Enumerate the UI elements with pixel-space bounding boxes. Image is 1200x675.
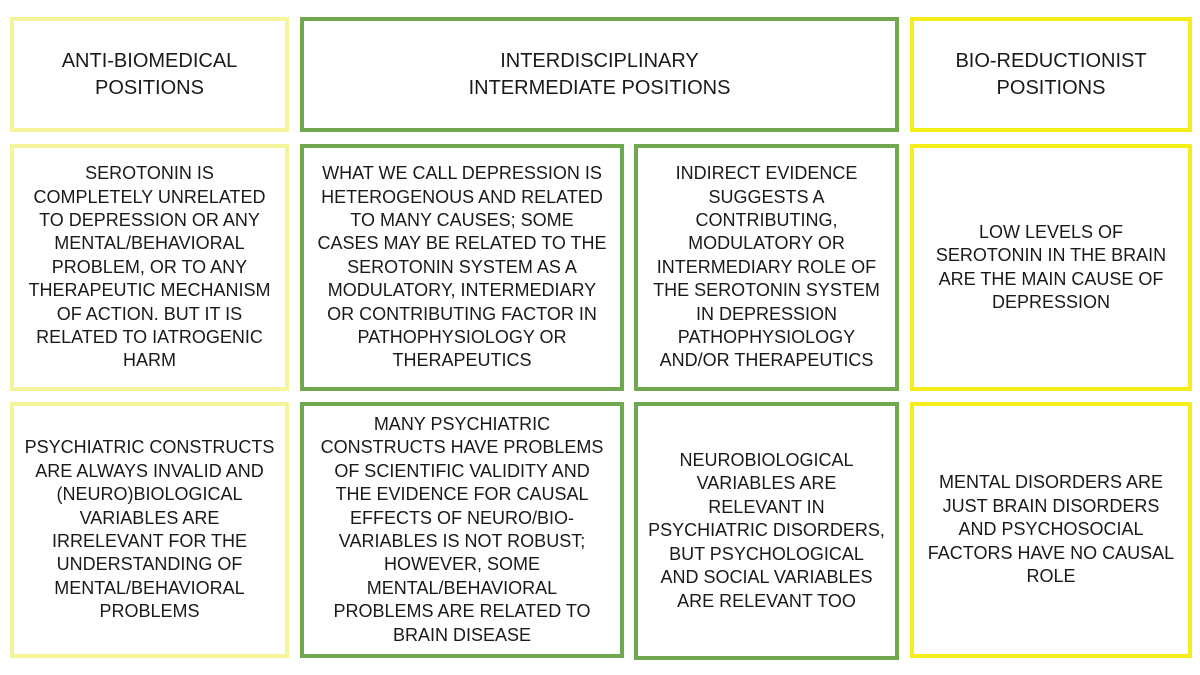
row1-bio-reductionist: LOW LEVELS OF SEROTONIN IN THE BRAIN ARE THE MAIN CAUSE OF DEPRESSION (910, 144, 1192, 391)
row2-bio-reductionist: MENTAL DISORDERS ARE JUST BRAIN DISORDERS AND PSYCHOSOCIAL FACTORS HAVE NO CAUSAL ROLE (910, 402, 1192, 658)
header-anti-biomedical: ANTI-BIOMEDICAL POSITIONS (10, 17, 289, 132)
row1-interdisciplinary-left: WHAT WE CALL DEPRESSION IS HETEROGENOUS AND RELATED TO MANY CAUSES; SOME CASES MAY BE RELATED TO THE SEROTONIN SYSTEM AS A MODULATORY, INTERMEDIARY OR CONTRIBUTING FACTOR IN PATHOPHYSIOLOGY OR THERAPEUTICS (300, 144, 624, 391)
row2-interdisciplinary-right: NEUROBIOLOGICAL VARIABLES ARE RELEVANT IN PSYCHIATRIC DISORDERS, BUT PSYCHOLOGICAL AND SOCIAL VARIABLES ARE RELEVANT TOO (634, 402, 899, 660)
row1-interdisciplinary-right: INDIRECT EVIDENCE SUGGESTS A CONTRIBUTING, MODULATORY OR INTERMEDIARY ROLE OF THE SEROTONIN SYSTEM IN DEPRESSION PATHOPHYSIOLOGY AND/OR THERAPEUTICS (634, 144, 899, 391)
header-interdisciplinary: INTERDISCIPLINARY INTERMEDIATE POSITIONS (300, 17, 899, 132)
header-bio-reductionist: BIO-REDUCTIONIST POSITIONS (910, 17, 1192, 132)
row1-anti-biomedical: SEROTONIN IS COMPLETELY UNRELATED TO DEPRESSION OR ANY MENTAL/BEHAVIORAL PROBLEM, OR TO ANY THERAPEUTIC MECHANISM OF ACTION. BUT IT IS RELATED TO IATROGENIC HARM (10, 144, 289, 391)
row2-interdisciplinary-left: MANY PSYCHIATRIC CONSTRUCTS HAVE PROBLEMS OF SCIENTIFIC VALIDITY AND THE EVIDENCE FOR CAUSAL EFFECTS OF NEURO/BIO- VARIABLES IS NOT ROBUST; HOWEVER, SOME MENTAL/BEHAVIORAL PROBLEMS ARE RELATED TO BRAIN DISEASE (300, 402, 624, 658)
row2-anti-biomedical: PSYCHIATRIC CONSTRUCTS ARE ALWAYS INVALID AND (NEURO)BIOLOGICAL VARIABLES ARE IRRELEVANT FOR THE UNDERSTANDING OF MENTAL/BEHAVIORAL PROBLEMS (10, 402, 289, 658)
